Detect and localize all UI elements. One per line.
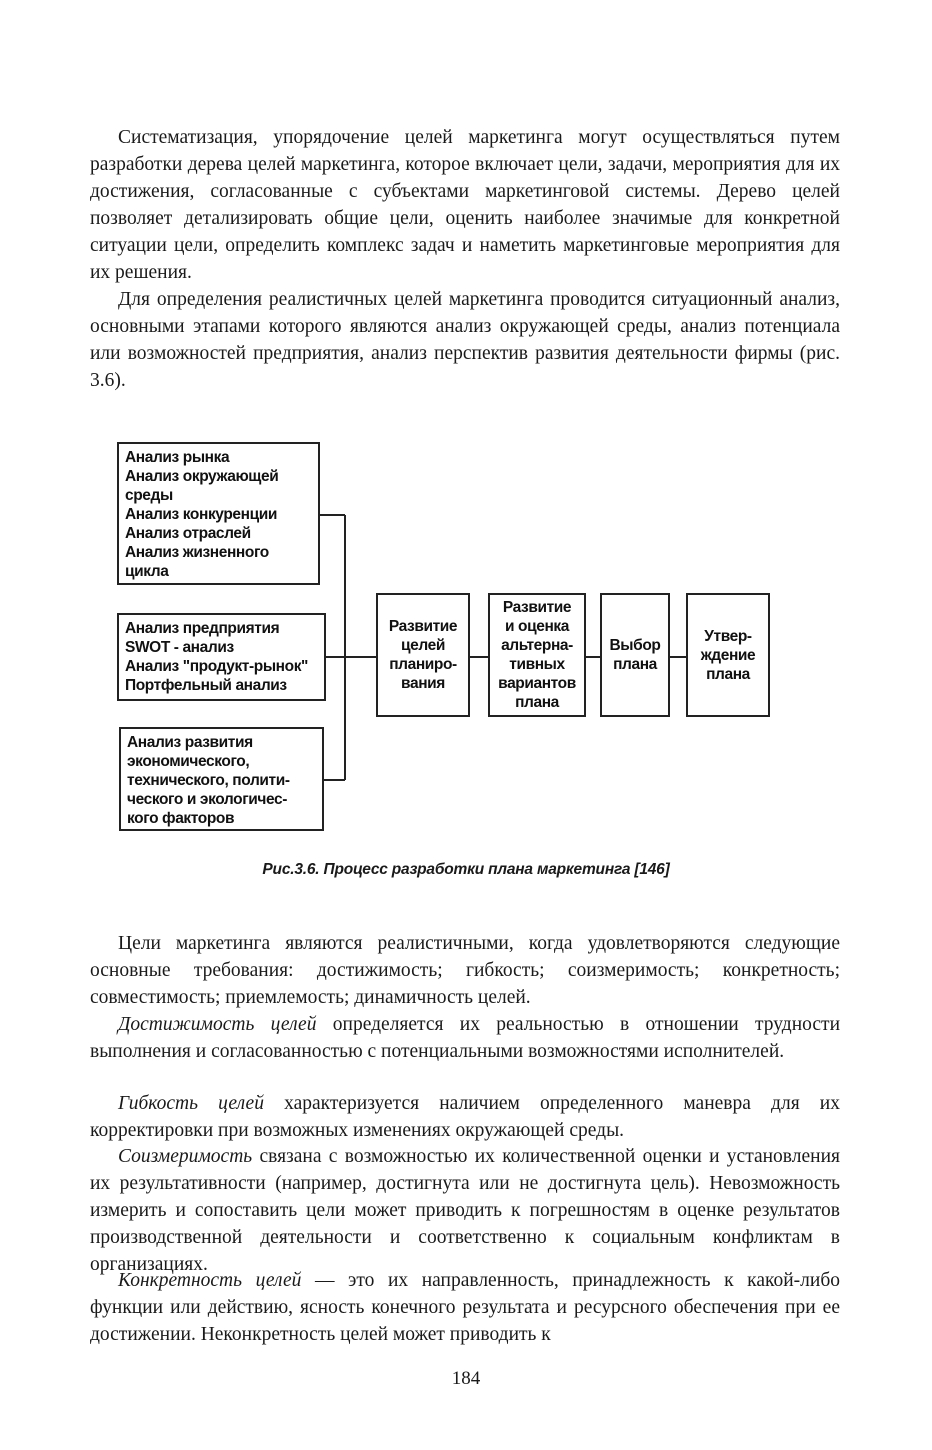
paragraph-achievability bbox=[90, 1011, 840, 1065]
paragraph-situational-analysis: Для определения реалистичных целей маркетинга проводится ситуационный анализ, основными этапами которого являются анализ окружающей среды, анализ потенциала или возможностей предприятия, анализ перспектив развития деятельности фирмы (рис. 3.6). bbox=[90, 289, 840, 391]
box-line: Анализ жизненного bbox=[125, 544, 269, 561]
box-line: планиро- bbox=[389, 656, 457, 673]
box-line: SWOT - анализ bbox=[125, 639, 234, 656]
box-line: целей bbox=[401, 637, 445, 654]
box-line: экономического, bbox=[127, 753, 250, 770]
paragraph-text: характеризуется наличием определенного маневра для их корректировки при возможных изменениях окружающей среды. bbox=[90, 1093, 840, 1141]
box-line: Анализ предприятия bbox=[125, 620, 280, 637]
diagram-box-alternatives bbox=[488, 593, 586, 717]
box-line: Анализ отраслей bbox=[125, 525, 251, 542]
paragraph-measurability bbox=[90, 1143, 840, 1278]
box-line: плана bbox=[515, 694, 559, 711]
paragraph-goal-tree: Систематизация, упорядочение целей маркетинга могут осуществляться путем разработки дерева целей маркетинга, которое включает цели, задачи, мероприятия для их достижения, согласованные с субъектами маркетинговой системы. Дерево целей позволяет детализировать общие цели, оценить наиболее значимые для конкретной ситуации цели, определить комплекс задач и наметить маркетинговые мероприятия для их решения. bbox=[90, 127, 840, 283]
box-line: Анализ окружающей bbox=[125, 468, 279, 485]
box-line: вариантов bbox=[498, 675, 576, 692]
box-line: Выбор bbox=[609, 637, 661, 654]
term: Гибкость целей bbox=[118, 1093, 264, 1114]
box-line: альтерна- bbox=[501, 637, 573, 654]
diagram-box-development-analysis bbox=[119, 727, 324, 831]
box-line: Анализ конкуренции bbox=[125, 506, 277, 523]
box-line: Развитие bbox=[388, 618, 458, 635]
page-number: 184 bbox=[451, 1368, 481, 1389]
box-line: среды bbox=[125, 487, 173, 504]
box-line: плана bbox=[706, 665, 750, 683]
diagram-box-market-analysis bbox=[117, 442, 320, 585]
paragraph-flexibility bbox=[90, 1090, 840, 1144]
paragraph-text: — это их направленность, принадлежность к какой-либо функции или действию, ясность конечного результата и ресурсного обеспечения при ее достижении. Неконкретность целей может приводить к bbox=[90, 1270, 840, 1345]
box-line: вания bbox=[401, 675, 445, 692]
box-line: цикла bbox=[125, 563, 169, 580]
box-line: кого факторов bbox=[127, 810, 235, 827]
term: Соизмеримость bbox=[118, 1146, 253, 1167]
box-line: Анализ "продукт-рынок" bbox=[125, 658, 309, 675]
diagram-box-goal-development bbox=[376, 593, 470, 717]
term: Конкретность целей bbox=[118, 1270, 302, 1291]
diagram-box-plan-selection bbox=[600, 593, 670, 717]
paragraph-concreteness bbox=[90, 1267, 840, 1348]
diagram-box-enterprise-analysis bbox=[117, 613, 326, 701]
box-line: технического, полити- bbox=[127, 772, 290, 789]
box-line: ждение bbox=[700, 646, 756, 664]
box-line: Развитие bbox=[502, 599, 572, 616]
box-line: Портфельный анализ bbox=[125, 677, 287, 694]
paragraph-text: связана с возможностью их количественной оценки и установления их результативности (например, достигнута или не достигнута цель). Невозможность измерить и сопоставить цели может приводить к погрешностям в оценке результатов производственной деятельности и соответственно к социальным конфликтам в организациях. bbox=[90, 1146, 840, 1275]
term: Достижимость целей bbox=[118, 1014, 317, 1035]
paragraph-text: Цели маркетинга являются реалистичными, когда удовлетворяются следующие основные требования: достижимость; гибкость; соизмеримость; конкретность; совместимость; приемлемость; динамичность целей. bbox=[90, 933, 840, 1008]
box-line: Утвер- bbox=[704, 627, 752, 645]
diagram-box-plan-approval bbox=[686, 593, 770, 717]
box-line: тивных bbox=[509, 656, 565, 673]
box-line: ческого и экологичес- bbox=[127, 791, 288, 808]
box-line: Анализ развития bbox=[127, 734, 253, 751]
paragraph-text: определяется их реальностью в отношении трудности выполнения и согласованностью с потенциальными возможностями исполнителей. bbox=[90, 1014, 840, 1062]
paragraph-requirements bbox=[90, 930, 840, 1011]
box-line: Анализ рынка bbox=[125, 449, 230, 466]
box-line: и оценка bbox=[505, 618, 569, 635]
figure-caption: Рис.3.6. Процесс разработки плана маркетинга [146] bbox=[262, 861, 670, 878]
box-line: плана bbox=[613, 656, 657, 673]
